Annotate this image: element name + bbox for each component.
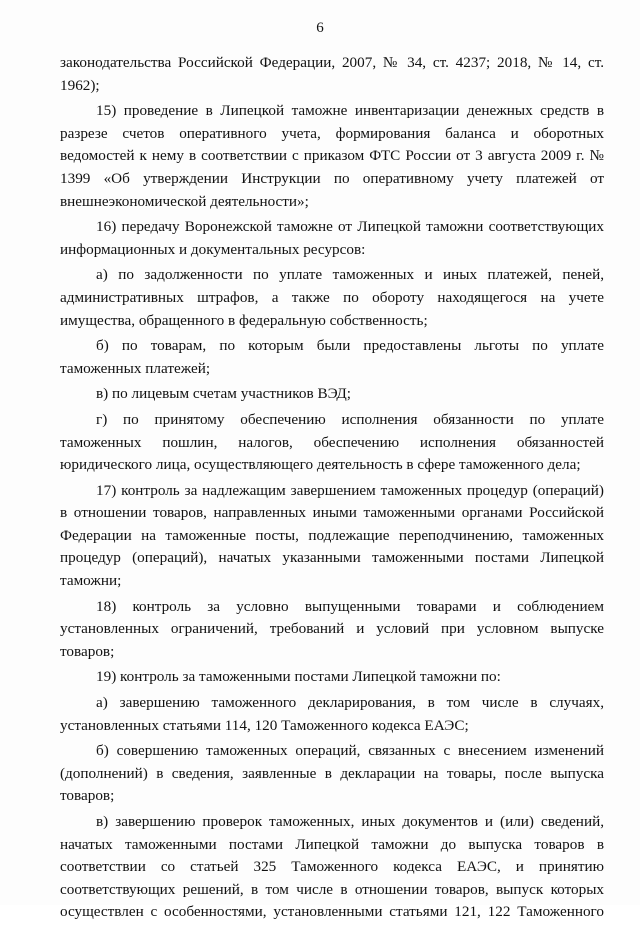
list-item-19-a: а) завершению таможенного декларирования, в том числе в случаях, установленных статьями 114, 120 Таможенного кодекса ЕАЭС; — [60, 694, 604, 734]
list-item-16: 16) передачу Воронежской таможне от Липецкой таможни соответствующих информационных и документальных ресурсов: — [60, 218, 604, 258]
list-item-19-v: в) завершению проверок таможенных, иных документов и (или) сведений, начатых таможенными постами Липецкой таможни до выпуска товаров в соответствии со статьей 325 Таможенного кодекса ЕАЭС, и принятию соответствующих решений, в том числе в отношении товаров, выпуск которых осуществлен с особенностями, установленными статьями 121, 122 Таможенного — [60, 813, 604, 921]
document-body — [60, 52, 604, 927]
list-item-16-v: в) по лицевым счетам участников ВЭД; — [96, 385, 351, 403]
list-item-19-b: б) совершению таможенных операций, связанных с внесением изменений (дополнений) в сведения, заявленные в декларации на товары, после выпуска товаров; — [60, 742, 604, 805]
list-item-16-a: а) по задолженности по уплате таможенных и иных платежей, пеней, административных штрафов, а также по обороту находящегося на учете имущества, обращенного в федеральную собственность; — [60, 266, 604, 329]
list-item-19: 19) контроль за таможенными постами Липецкой таможни по: — [96, 668, 501, 686]
paragraph-continuation: законодательства Российской Федерации, 2007, № 34, ст. 4237; 2018, № 14, ст. 1962); — [60, 54, 604, 94]
list-item-16-g: г) по принятому обеспечению исполнения обязанности по уплате таможенных пошлин, налогов, обеспечению исполнения обязанностей юридического лица, осуществляющего деятельность в сфере таможенного дела; — [60, 410, 604, 474]
list-item-18: 18) контроль за условно выпущенными товарами и соблюдением установленных ограничений, требований и условий при условном выпуске товаров; — [60, 597, 604, 660]
list-item-16-b: б) по товарам, по которым были предоставлены льготы по уплате таможенных платежей; — [60, 337, 604, 377]
page-number: 6 — [316, 20, 324, 36]
list-item-15: 15) проведение в Липецкой таможне инвентаризации денежных средств в разрезе счетов оперативного учета, формирования баланса и оборотных ведомостей к нему в соответствии с приказом ФТС России от 3 августа 2009 г. № 1399 «Об утверждении Инструкции по оперативному учету платежей от внешнеэкономической деятельности»; — [60, 102, 604, 210]
list-item-17: 17) контроль за надлежащим завершением таможенных процедур (операций) в отношении товаров, направленных иными таможенными органами Российской Федерации на таможенные посты, подлежащие переподчинению, таможенных процедур (операций), начатых указанными таможенными постами Липецкой таможни; — [60, 481, 604, 590]
